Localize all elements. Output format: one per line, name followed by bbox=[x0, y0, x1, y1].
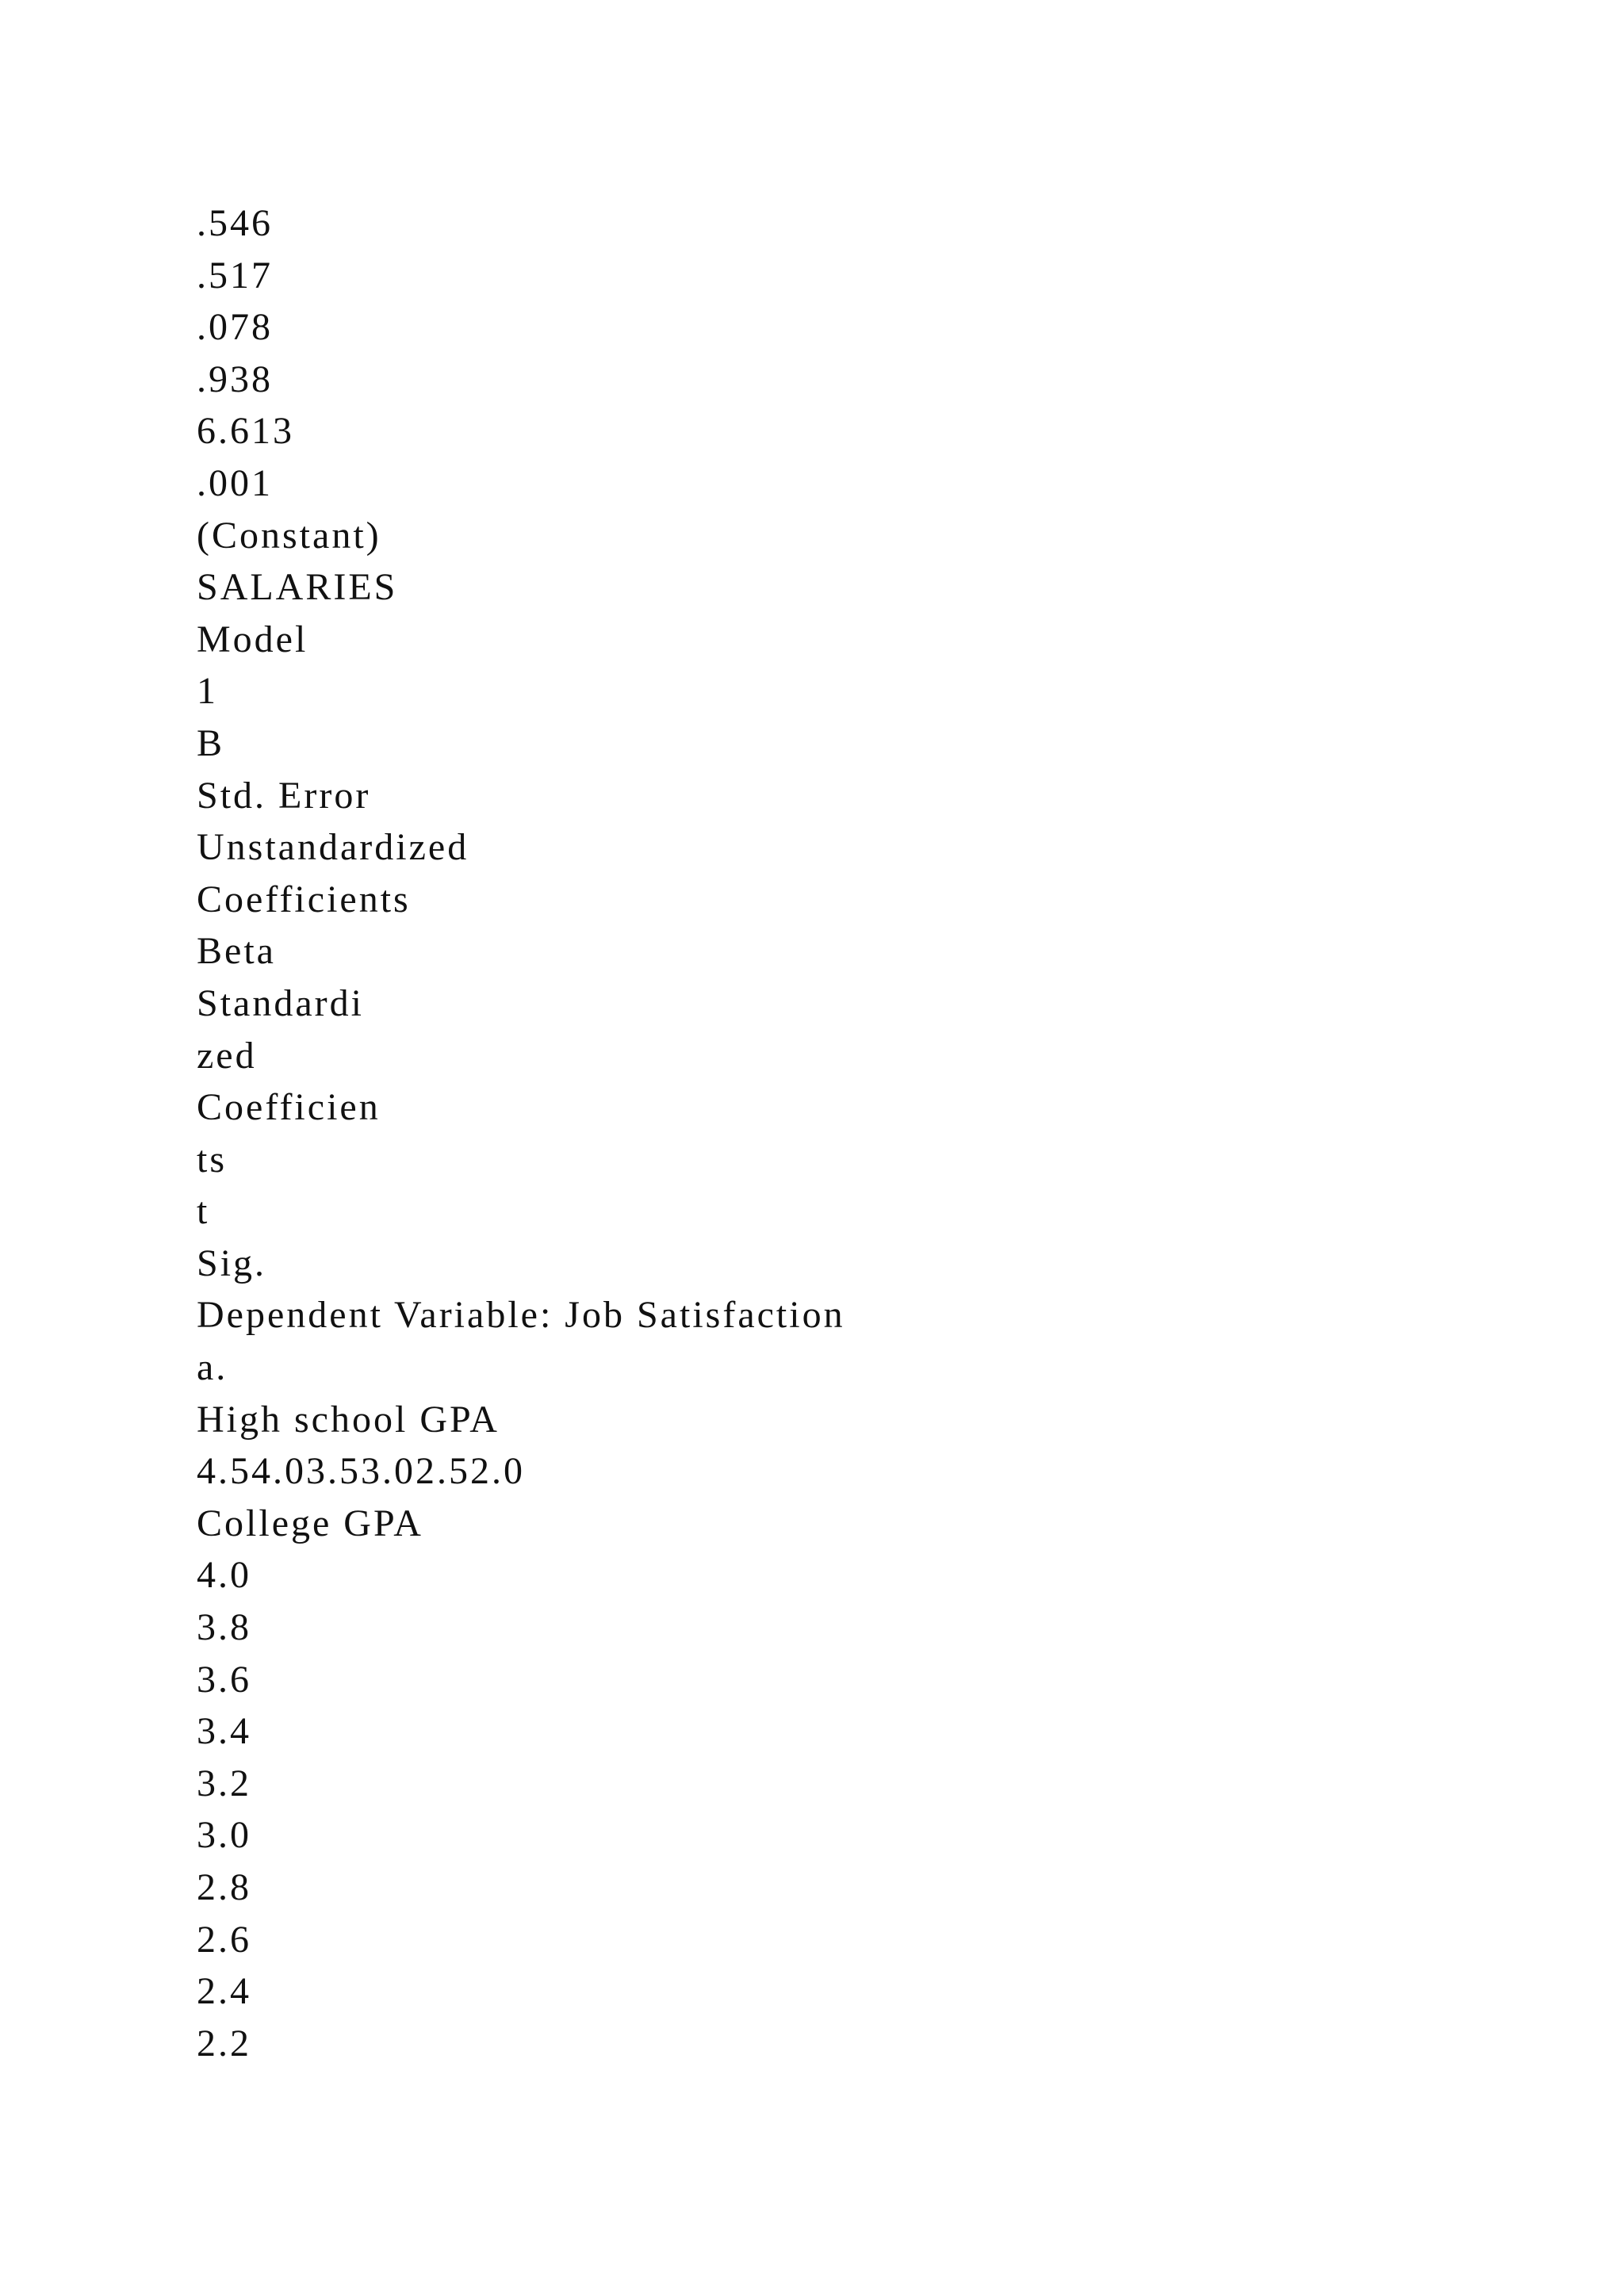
text-line: High school GPA bbox=[197, 1398, 500, 1441]
text-line: B bbox=[197, 721, 225, 764]
text-line: .078 bbox=[197, 306, 273, 349]
text-line: .938 bbox=[197, 358, 273, 400]
text-line: Coefficients bbox=[197, 878, 411, 920]
text-line: Model bbox=[197, 618, 308, 660]
text-line: ts bbox=[197, 1138, 228, 1181]
text-line: Sig. bbox=[197, 1242, 267, 1284]
text-line: Standardi bbox=[197, 982, 364, 1024]
text-line: SALARIES bbox=[197, 566, 398, 609]
text-line: 2.4 bbox=[197, 1970, 251, 2013]
text-line: Beta bbox=[197, 930, 276, 973]
text-line: 3.8 bbox=[197, 1606, 251, 1649]
text-line: 3.0 bbox=[197, 1814, 251, 1857]
text-line: .517 bbox=[197, 254, 273, 297]
text-line: Dependent Variable: Job Satisfaction bbox=[197, 1294, 845, 1337]
text-line: 3.2 bbox=[197, 1762, 251, 1804]
text-line: a. bbox=[197, 1346, 228, 1389]
text-line: 4.54.03.53.02.52.0 bbox=[197, 1450, 525, 1493]
text-line: 4.0 bbox=[197, 1554, 251, 1597]
text-line: t bbox=[197, 1190, 210, 1233]
text-line: 1 bbox=[197, 670, 218, 713]
text-line: 2.8 bbox=[197, 1866, 251, 1908]
text-line: zed bbox=[197, 1034, 257, 1077]
text-line: .001 bbox=[197, 461, 273, 504]
text-line: 3.6 bbox=[197, 1658, 251, 1701]
text-line: 2.2 bbox=[197, 2022, 251, 2064]
text-line: Coefficien bbox=[197, 1086, 381, 1129]
text-line: 6.613 bbox=[197, 410, 294, 453]
text-line: (Constant) bbox=[197, 514, 381, 557]
text-line: College GPA bbox=[197, 1502, 423, 1544]
text-line-list bbox=[197, 197, 845, 2069]
text-line: Std. Error bbox=[197, 774, 371, 817]
text-line: Unstandardized bbox=[197, 826, 469, 869]
text-line: 2.6 bbox=[197, 1918, 251, 1961]
text-line: 3.4 bbox=[197, 1710, 251, 1753]
text-line: .546 bbox=[197, 202, 273, 244]
